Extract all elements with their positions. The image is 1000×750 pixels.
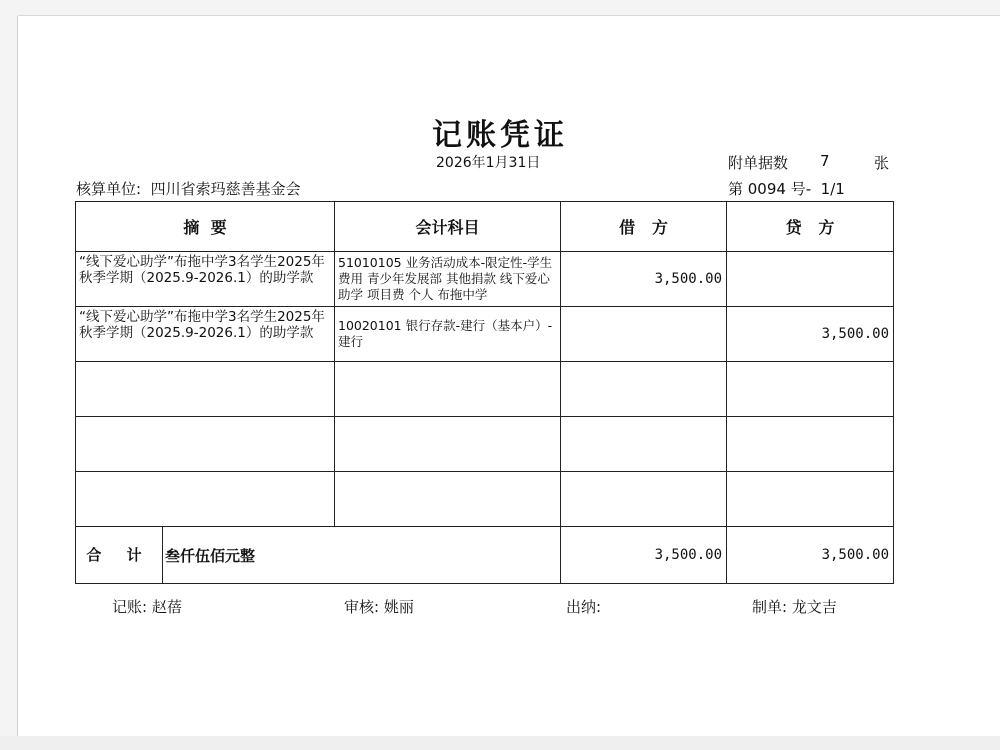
- footer-bookkeeper: 记账: 赵蓓: [112, 598, 182, 616]
- voucher-title: 记账凭证: [432, 118, 568, 153]
- row-account: 51010105 业务活动成本-限定性-学生费用 青少年发展部 其他捐款 线下爱心助学 项目费 个人 布拖中学: [335, 252, 561, 307]
- footer-cashier: 出纳:: [566, 598, 602, 616]
- empty-row: [76, 472, 894, 527]
- header-summary: 摘 要: [76, 202, 335, 252]
- total-credit: 3,500.00: [727, 527, 894, 584]
- empty-cell: [561, 362, 727, 417]
- footer-preparer: 制单: 龙文吉: [752, 598, 837, 616]
- voucher-table: [75, 201, 894, 584]
- header-credit: 贷 方: [727, 202, 894, 252]
- empty-cell: [76, 472, 335, 527]
- attachments-unit: 张: [874, 154, 890, 172]
- attachments-count: 7: [820, 152, 830, 170]
- empty-cell: [727, 362, 894, 417]
- empty-cell: [76, 417, 335, 472]
- row-credit: 3,500.00: [727, 307, 894, 362]
- accounting-unit-name: 四川省索玛慈善基金会: [150, 180, 301, 198]
- row-debit: [561, 307, 727, 362]
- table-row: [76, 252, 894, 307]
- row-account: 10020101 银行存款-建行（基本户）-建行: [335, 307, 561, 362]
- accounting-unit: [76, 178, 301, 199]
- row-credit: [727, 252, 894, 307]
- empty-cell: [76, 362, 335, 417]
- empty-cell: [561, 472, 727, 527]
- table-header-row: [76, 202, 894, 252]
- table-row: [76, 307, 894, 362]
- empty-cell: [335, 417, 561, 472]
- empty-row: [76, 362, 894, 417]
- row-debit: 3,500.00: [561, 252, 727, 307]
- header-debit: 借 方: [561, 202, 727, 252]
- total-debit: 3,500.00: [561, 527, 727, 584]
- accounting-unit-label: 核算单位:: [76, 180, 142, 198]
- voucher-date: 2026年1月31日: [436, 155, 541, 171]
- empty-cell: [727, 417, 894, 472]
- empty-cell: [335, 472, 561, 527]
- total-row: [76, 527, 894, 584]
- empty-row: [76, 417, 894, 472]
- attachments-label: 附单据数: [728, 154, 789, 172]
- empty-cell: [727, 472, 894, 527]
- header-account: 会计科目: [335, 202, 561, 252]
- empty-cell: [561, 417, 727, 472]
- total-amount-words: 叁仟伍佰元整: [165, 546, 256, 565]
- total-label: 合 计: [76, 527, 163, 583]
- paper-bottom-edge: [0, 736, 1000, 750]
- row-summary: “线下爱心助学”布拖中学3名学生2025年秋季学期（2025.9-2026.1）的助学款: [76, 307, 335, 362]
- voucher-number: 第 0094 号- 1/1: [728, 180, 845, 198]
- total-cell: [76, 527, 561, 584]
- empty-cell: [335, 362, 561, 417]
- footer-reviewer: 审核: 姚丽: [344, 598, 414, 616]
- row-summary: “线下爱心助学”布拖中学3名学生2025年秋季学期（2025.9-2026.1）的助学款: [76, 252, 335, 307]
